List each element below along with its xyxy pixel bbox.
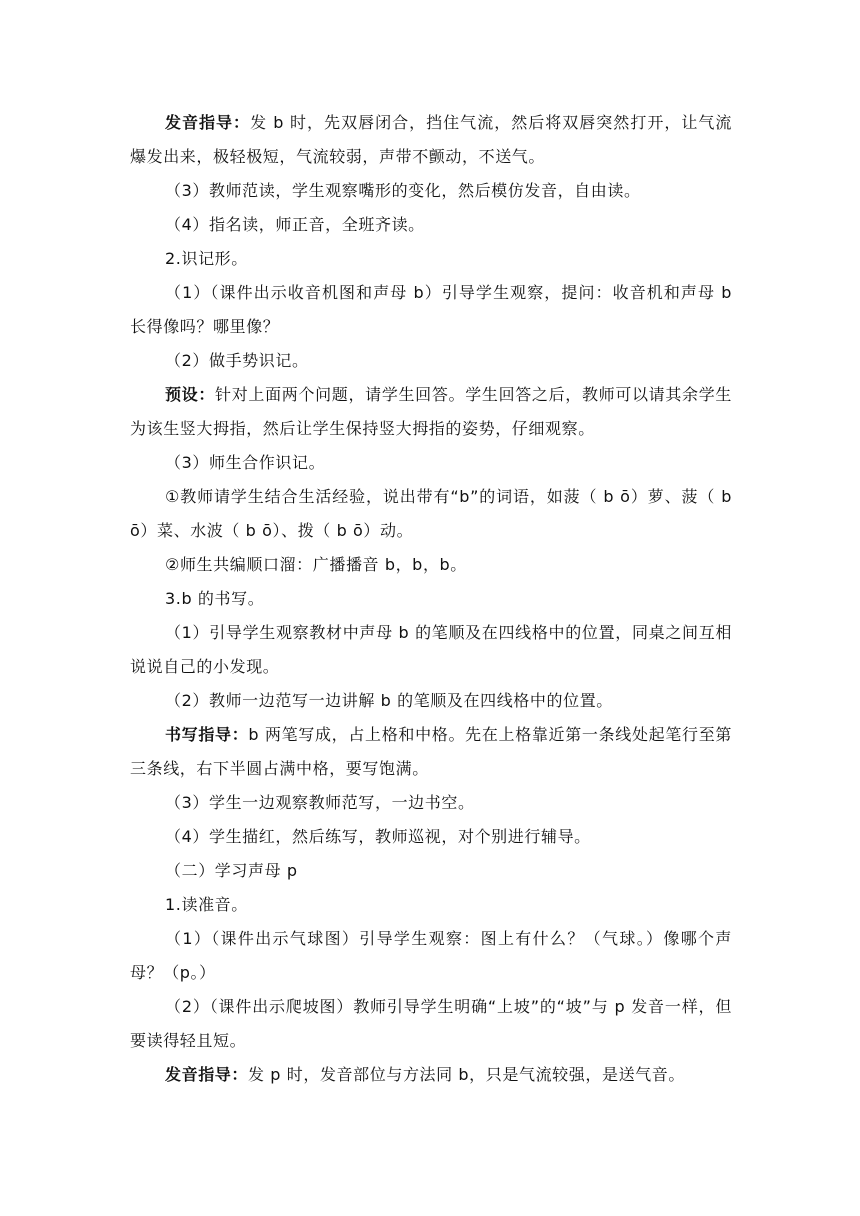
paragraph bbox=[130, 616, 732, 684]
paragraph bbox=[130, 208, 732, 242]
paragraph bbox=[130, 684, 732, 718]
paragraph-text: ②师生共编顺口溜：广播播音 b，b，b。 bbox=[165, 555, 467, 574]
paragraph-text: 发 p 时，发音部位与方法同 b，只是气流较强，是送气音。 bbox=[248, 1065, 685, 1084]
paragraph-text: 2.识记形。 bbox=[165, 249, 248, 268]
paragraph-text: （1）（课件出示收音机图和声母 b）引导学生观察，提问：收音机和声母 b 长得像吗？哪里像？ bbox=[130, 283, 732, 336]
bold-label: 发音指导： bbox=[165, 1065, 249, 1084]
paragraph bbox=[130, 106, 732, 174]
paragraph bbox=[130, 888, 732, 922]
paragraph-text: （2）（课件出示爬坡图）教师引导学生明确“上坡”的“坡”与 p 发音一样，但要读得轻且短。 bbox=[130, 997, 732, 1050]
paragraph bbox=[130, 242, 732, 276]
paragraph-text: （2）教师一边范写一边讲解 b 的笔顺及在四线格中的位置。 bbox=[165, 691, 613, 710]
paragraph bbox=[130, 344, 732, 378]
paragraph-text: （1）（课件出示气球图）引导学生观察：图上有什么？（气球。）像哪个声母？（p。） bbox=[130, 929, 732, 982]
paragraph bbox=[130, 378, 732, 446]
paragraph bbox=[130, 548, 732, 582]
paragraph-text: （3）师生合作识记。 bbox=[165, 453, 326, 472]
paragraph-text: （4）指名读，师正音，全班齐读。 bbox=[165, 215, 425, 234]
paragraph bbox=[130, 582, 732, 616]
paragraph bbox=[130, 276, 732, 344]
paragraph-text: 针对上面两个问题，请学生回答。学生回答之后，教师可以请其余学生为该生竖大拇指，然后让学生保持竖大拇指的姿势，仔细观察。 bbox=[130, 385, 732, 438]
paragraph bbox=[130, 174, 732, 208]
paragraph bbox=[130, 854, 732, 888]
paragraph-text: b 两笔写成，占上格和中格。先在上格靠近第一条线处起笔行至第三条线，右下半圆占满中格，要写饱满。 bbox=[130, 725, 732, 778]
paragraph-text: 1.读准音。 bbox=[165, 895, 248, 914]
paragraph bbox=[130, 922, 732, 990]
paragraph bbox=[130, 718, 732, 786]
paragraph-text: 3.b 的书写。 bbox=[165, 589, 265, 608]
paragraph-text: （3）教师范读，学生观察嘴形的变化，然后模仿发音，自由读。 bbox=[165, 181, 641, 200]
paragraph-text: （二）学习声母 p bbox=[165, 861, 298, 880]
paragraph bbox=[130, 480, 732, 548]
bold-label: 书写指导： bbox=[165, 725, 249, 744]
document-page bbox=[130, 106, 732, 1092]
paragraph-text: 发 b 时，先双唇闭合，挡住气流，然后将双唇突然打开，让气流爆发出来，极轻极短，气流较弱，声带不颤动，不送气。 bbox=[130, 113, 732, 166]
paragraph bbox=[130, 820, 732, 854]
paragraph bbox=[130, 1058, 732, 1092]
paragraph-text: （3）学生一边观察教师范写，一边书空。 bbox=[165, 793, 475, 812]
paragraph-text: ①教师请学生结合生活经验，说出带有“b”的词语，如菠（ b ō）萝、菠（ b ō）菜、水波（ b ō）、拨（ b ō）动。 bbox=[130, 487, 732, 540]
paragraph-text: （2）做手势识记。 bbox=[165, 351, 309, 370]
paragraph bbox=[130, 786, 732, 820]
paragraph-text: （4）学生描红，然后练写，教师巡视，对个别进行辅导。 bbox=[165, 827, 591, 846]
paragraph bbox=[130, 990, 732, 1058]
paragraph-text: （1）引导学生观察教材中声母 b 的笔顺及在四线格中的位置，同桌之间互相说说自己的小发现。 bbox=[130, 623, 732, 676]
bold-label: 发音指导： bbox=[165, 113, 251, 132]
paragraph bbox=[130, 446, 732, 480]
bold-label: 预设： bbox=[165, 385, 216, 404]
